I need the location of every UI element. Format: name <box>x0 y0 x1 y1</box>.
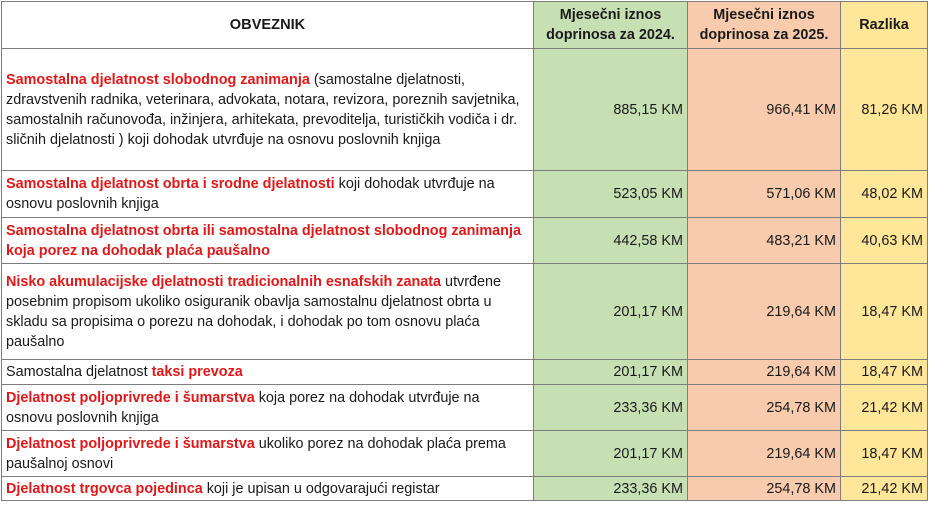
amount-difference: 18,47 KM <box>841 431 928 477</box>
row-description <box>2 171 534 218</box>
table-row <box>2 264 928 360</box>
row-highlight: Djelatnost poljoprivrede i šumarstva <box>6 435 255 452</box>
row-highlight: taksi prevoza <box>151 364 243 380</box>
amount-difference: 48,02 KM <box>841 171 928 218</box>
amount-2024: 885,15 KM <box>534 49 688 171</box>
amount-2024: 233,36 KM <box>534 385 688 431</box>
row-detail: koji dohodak utvrđuje na osnovu poslovnih knjiga <box>6 176 495 212</box>
row-detail: utvrđene posebnim propisom ukoliko osiguranik obavlja samostalnu djelatnost obrta u skladu sa propisima o porezu na dohodak, i dohodak po tom osnovu plaća paušalno <box>6 273 502 350</box>
row-description <box>2 49 534 171</box>
row-detail: koja porez na dohodak utvrđuje na osnovu poslovnih knjiga <box>6 389 480 426</box>
amount-2025: 254,78 KM <box>688 477 841 501</box>
header-razlika: Razlika <box>841 2 928 49</box>
amount-2024: 201,17 KM <box>534 431 688 477</box>
table-row <box>2 49 928 171</box>
row-description <box>2 360 534 385</box>
contributions-table <box>1 1 928 501</box>
row-description <box>2 431 534 477</box>
table-header <box>2 2 928 49</box>
row-highlight: Samostalna djelatnost obrta ili samostalna djelatnost slobodnog zanimanja koja porez na dohodak plaća paušalno <box>6 222 521 259</box>
amount-2025: 571,06 KM <box>688 171 841 218</box>
row-description <box>2 477 534 501</box>
table-row <box>2 385 928 431</box>
row-detail: ukoliko porez na dohodak plaća prema paušalnoj osnovi <box>6 435 506 472</box>
header-2024: Mjesečni iznos doprinosa za 2024. <box>534 2 688 49</box>
amount-2025: 219,64 KM <box>688 360 841 385</box>
amount-2025: 254,78 KM <box>688 385 841 431</box>
header-2025: Mjesečni iznos doprinosa za 2025. <box>688 2 841 49</box>
table-body <box>2 49 928 501</box>
amount-2024: 233,36 KM <box>534 477 688 501</box>
amount-2024: 201,17 KM <box>534 360 688 385</box>
amount-2024: 201,17 KM <box>534 264 688 360</box>
table-row <box>2 171 928 218</box>
amount-difference: 18,47 KM <box>841 264 928 360</box>
header-row <box>2 2 928 49</box>
row-detail: (samostalne djelatnosti, zdravstvenih radnika, veterinara, advokata, notara, revizora, poreznih savjetnika, samostalnih računovođa, inžinjera, arhitekata, prevoditelja, turističkih vodiča i dr. sličnih djelatnosti ) koji dohodak utvrđuje na osnovu poslovnih knjiga <box>6 71 520 148</box>
amount-difference: 18,47 KM <box>841 360 928 385</box>
amount-difference: 21,42 KM <box>841 477 928 501</box>
amount-difference: 21,42 KM <box>841 385 928 431</box>
header-obveznik: OBVEZNIK <box>2 2 534 49</box>
row-highlight: Samostalna djelatnost slobodnog zanimanja <box>6 71 310 88</box>
table-row <box>2 360 928 385</box>
table-row <box>2 218 928 264</box>
row-description <box>2 218 534 264</box>
row-description <box>2 385 534 431</box>
table-row <box>2 477 928 501</box>
row-description <box>2 264 534 360</box>
row-highlight: Nisko akumulacijske djelatnosti tradicionalnih esnafskih zanata <box>6 273 442 290</box>
row-highlight: Djelatnost trgovca pojedinca <box>6 480 203 497</box>
amount-2025: 219,64 KM <box>688 264 841 360</box>
row-highlight: Djelatnost poljoprivrede i šumarstva <box>6 389 255 406</box>
row-highlight: Samostalna djelatnost obrta i srodne djelatnosti <box>6 176 335 192</box>
amount-2024: 442,58 KM <box>534 218 688 264</box>
row-prefix: Samostalna djelatnost <box>6 364 152 380</box>
amount-2025: 483,21 KM <box>688 218 841 264</box>
amount-2025: 219,64 KM <box>688 431 841 477</box>
amount-difference: 40,63 KM <box>841 218 928 264</box>
table-row <box>2 431 928 477</box>
row-detail: koji je upisan u odgovarajući registar <box>202 480 440 497</box>
amount-difference: 81,26 KM <box>841 49 928 171</box>
amount-2025: 966,41 KM <box>688 49 841 171</box>
amount-2024: 523,05 KM <box>534 171 688 218</box>
